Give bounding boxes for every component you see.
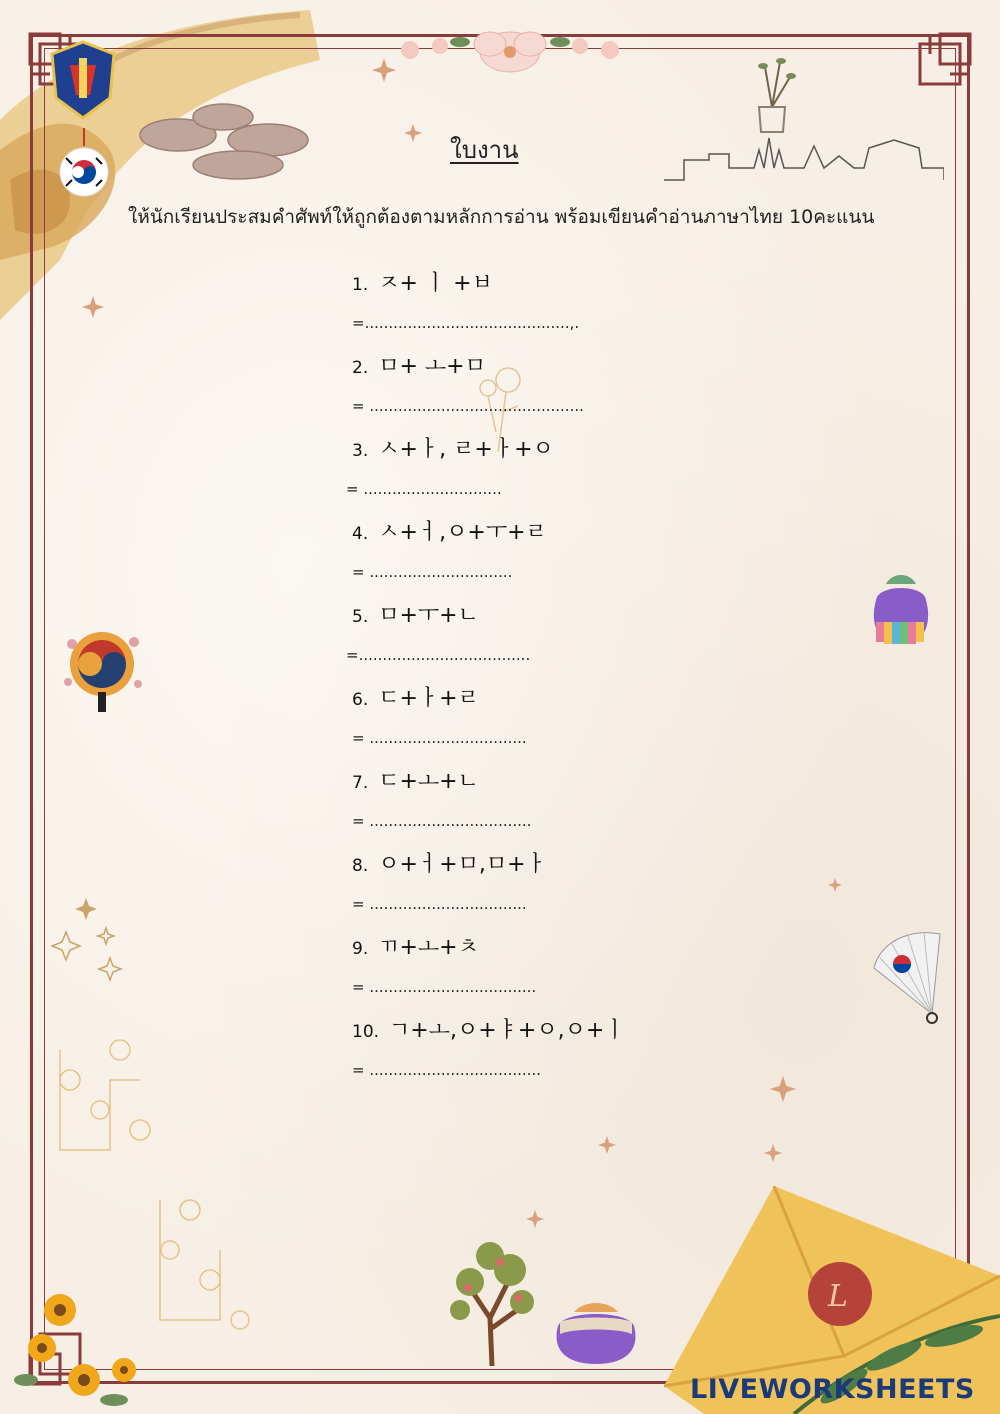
question-number: 5.	[352, 607, 369, 627]
answer-blank[interactable]: =....................................	[346, 646, 531, 664]
tree-icon	[440, 1238, 544, 1366]
question-number: 2.	[352, 358, 369, 378]
question-prompt	[352, 432, 554, 463]
star-icon	[526, 1210, 544, 1228]
plant-vase-icon	[745, 52, 800, 137]
palace-skyline-icon	[664, 128, 944, 186]
question-number: 3.	[352, 441, 369, 461]
star-icon	[764, 1144, 782, 1162]
question-prompt	[352, 266, 493, 297]
star-icon	[404, 124, 422, 142]
jamo-combination: ㄱ+ㅗ,ㅇ+ㅑ+ㅇ,ㅇ+ㅣ	[389, 1018, 626, 1043]
worksheet-title: ใบงาน	[450, 136, 519, 164]
pouch-icon	[868, 570, 934, 648]
school-logo-icon	[50, 40, 116, 120]
question-item	[346, 926, 706, 1009]
svg-text:L: L	[828, 1279, 848, 1314]
jamo-combination: ㅁ+ ㅗ+ㅁ	[378, 354, 486, 379]
question-list	[346, 262, 706, 1092]
question-item	[346, 760, 706, 843]
jamo-combination: ㄷ+ㅗ+ㄴ	[378, 769, 479, 794]
answer-blank[interactable]: = .............................................	[352, 397, 584, 415]
lattice-corner-top-right	[904, 30, 974, 100]
question-item	[346, 345, 706, 428]
question-item	[346, 1009, 706, 1092]
question-item	[346, 262, 706, 345]
answer-blank[interactable]: = ....................................	[352, 1061, 541, 1079]
star-icon	[598, 1136, 616, 1154]
question-item	[346, 511, 706, 594]
star-icon	[770, 1076, 796, 1102]
question-item	[346, 594, 706, 677]
answer-blank[interactable]: = .............................	[346, 480, 502, 498]
fan-icon	[870, 928, 946, 1024]
answer-blank[interactable]: = .................................	[352, 895, 527, 913]
jamo-combination: ㅁ+ㅜ+ㄴ	[378, 603, 479, 628]
question-number: 4.	[352, 524, 369, 544]
question-item	[346, 428, 706, 511]
question-prompt	[352, 1013, 626, 1044]
question-prompt	[352, 764, 479, 795]
question-number: 10.	[352, 1022, 380, 1042]
answer-blank[interactable]: = ...................................	[352, 978, 537, 996]
jamo-combination: ㅈ+ ㅣ +ㅂ	[378, 271, 493, 296]
jamo-combination: ㅇ+ㅓ+ㅁ,ㅁ+ㅏ	[378, 852, 547, 877]
question-prompt	[352, 515, 547, 546]
question-number: 7.	[352, 773, 369, 793]
question-prompt	[352, 681, 479, 712]
answer-blank[interactable]: = ..................................	[352, 812, 532, 830]
question-prompt	[352, 349, 486, 380]
liveworksheets-logo[interactable]	[690, 1374, 975, 1405]
question-number: 6.	[352, 690, 369, 710]
star-icon	[82, 296, 104, 318]
answer-blank[interactable]: =...........................................,.	[352, 314, 580, 332]
question-number: 8.	[352, 856, 369, 876]
sunflower-icon	[14, 1280, 174, 1414]
jamo-combination: ㄷ+ㅏ+ㄹ	[378, 686, 479, 711]
pouch-icon	[544, 1300, 648, 1366]
answer-blank[interactable]: = .................................	[352, 729, 527, 747]
question-item	[346, 677, 706, 760]
question-number: 1.	[352, 275, 369, 295]
worksheet-instruction: ให้นักเรียนประสมคำศัพท์ให้ถูกต้องตามหลักการอ่าน พร้อมเขียนคำอ่านภาษาไทย 10คะแนน	[128, 206, 875, 228]
question-prompt	[352, 930, 479, 961]
jamo-combination: ㄲ+ㅗ+ㅊ	[378, 935, 479, 960]
sparkle-icon	[48, 886, 132, 986]
question-prompt	[352, 847, 547, 878]
jamo-combination: ㅅ+ㅓ,ㅇ+ㅜ+ㄹ	[378, 520, 547, 545]
star-icon	[828, 878, 842, 892]
question-item	[346, 843, 706, 926]
jamo-combination: ㅅ+ㅏ, ㄹ+ㅏ+ㅇ	[378, 437, 554, 462]
fan-icon	[58, 622, 148, 714]
question-number: 9.	[352, 939, 369, 959]
flower-garland-icon	[380, 22, 640, 82]
question-prompt	[352, 598, 479, 629]
korea-flag-badge-icon	[58, 128, 110, 198]
liveworksheets-brand-text: LIVEWORKSHEETS	[690, 1374, 975, 1405]
answer-blank[interactable]: = ..............................	[352, 563, 513, 581]
star-icon	[372, 58, 396, 82]
